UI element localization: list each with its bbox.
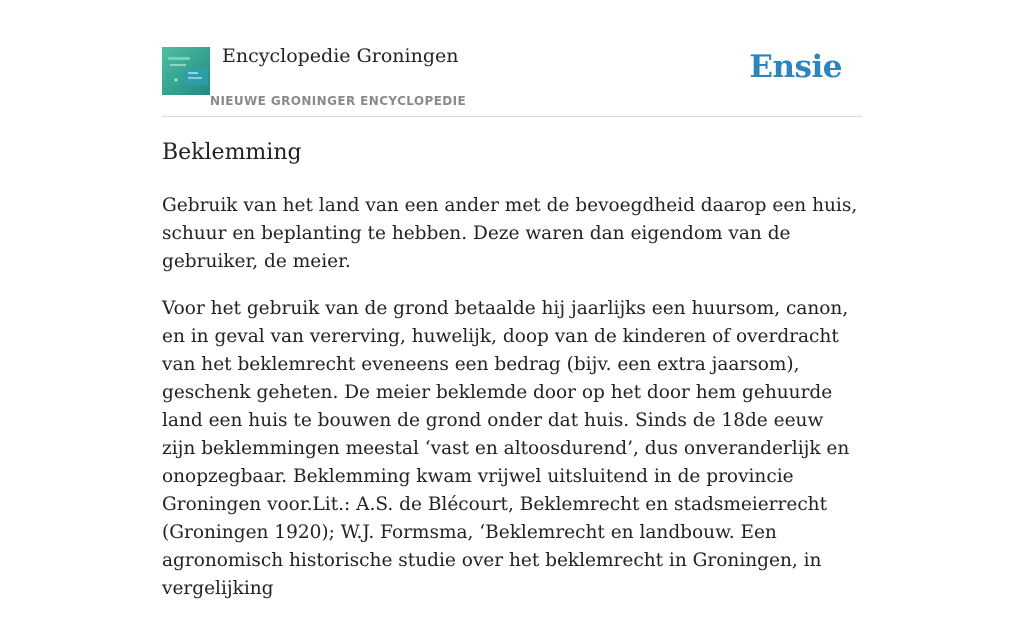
ensie-brand-logo[interactable]: Ensie [749,49,842,85]
encyclopedia-subtitle: NIEUWE GRONINGER ENCYCLOPEDIE [210,94,467,108]
logo-graphic [162,47,210,95]
article-paragraph: Voor het gebruik van de grond betaalde hij jaarlijks een huursom, canon, en in geval van vererving, huwelijk, doop van de kinderen of overdracht van het beklemrecht eveneens een bedrag (bijv. een extra jaarsom), geschenk geheten. De meier beklemde door op het door hem gehuurde land een huis te bouwen de grond onder dat huis. Sinds de 18de eeuw zijn beklemmingen meestal ‘vast en altoosdurend’, dus onveranderlijk en onopzegbaar. Beklemming kwam vrijwel uitsluitend in de provincie Groningen voor.Lit.: A.S. de Blécourt, Beklemrecht en stadsmeierrecht (Groningen 1920); W.J. Formsma, ‘Beklemrecht en landbouw. Een agronomisch historische studie over het beklemrecht in Groningen, in vergelijking [162,298,850,599]
article-body [162,192,862,622]
groningen-encyclopedia-logo-icon[interactable] [162,47,210,95]
encyclopedia-title-link[interactable]: Encyclopedie Groningen [222,45,459,67]
content-container [162,0,862,599]
article-title: Beklemming [162,140,302,165]
header [162,0,862,117]
article-paragraph: Gebruik van het land van een ander met de bevoegdheid daarop een huis, schuur en beplanting te hebben. Deze waren dan eigendom van de gebruiker, de meier. [162,195,858,272]
